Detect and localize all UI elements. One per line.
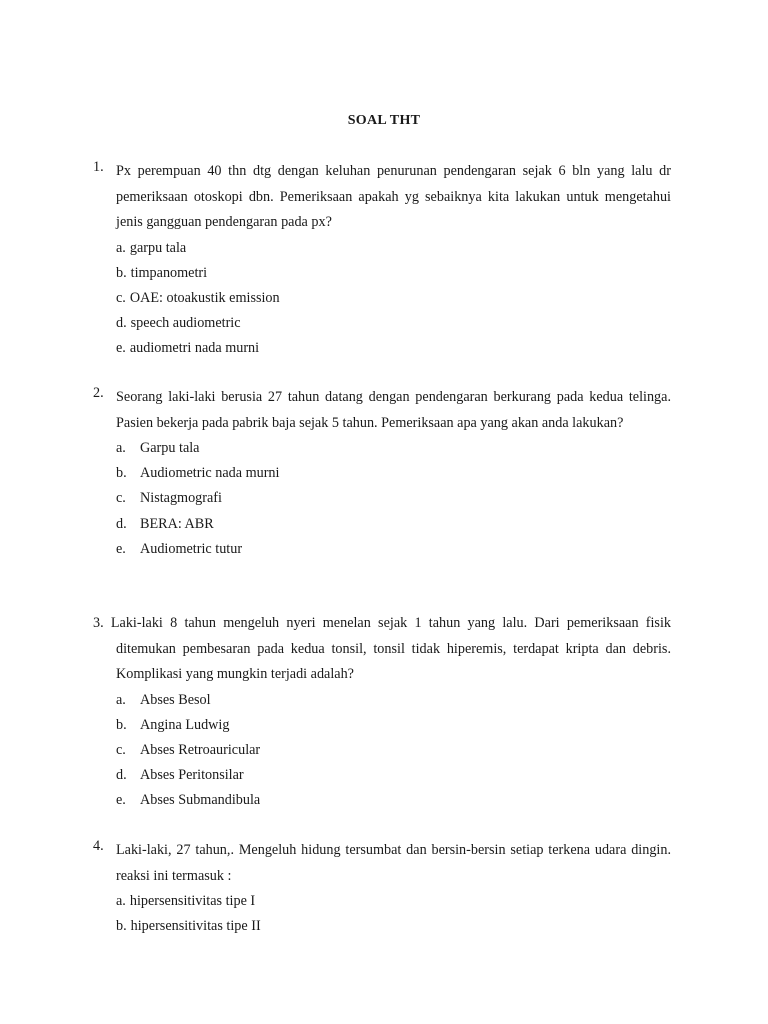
option-list — [116, 688, 671, 814]
option-text: Abses Besol — [140, 691, 211, 708]
option-letter: c. — [116, 289, 126, 306]
question-4 — [93, 838, 671, 939]
option-letter: c. — [116, 490, 126, 507]
option-text: BERA: ABR — [140, 515, 214, 532]
option-item — [116, 336, 671, 361]
option-letter: a. — [116, 893, 126, 909]
question-2 — [93, 385, 671, 562]
option-text: hipersensitivitas tipe I — [129, 893, 256, 909]
option-item — [116, 688, 671, 713]
option-letter: d. — [116, 515, 127, 532]
option-letter: b. — [116, 918, 127, 935]
option-text: timpanometri — [130, 264, 208, 281]
option-item — [116, 713, 671, 738]
option-text: Garpu tala — [140, 440, 200, 456]
option-list — [116, 236, 671, 362]
option-text: Abses Submandibula — [140, 792, 261, 809]
option-item — [116, 461, 671, 486]
option-letter: a. — [116, 691, 126, 708]
option-text: audiometri nada murni — [129, 340, 260, 357]
option-letter: e. — [116, 792, 126, 809]
option-item — [116, 889, 671, 914]
option-text: OAE: otoakustik emission — [129, 289, 280, 306]
option-letter: a. — [116, 239, 126, 256]
option-letter: d. — [116, 315, 127, 332]
option-text: Abses Peritonsilar — [140, 767, 244, 784]
option-letter: b. — [116, 465, 127, 482]
question-stem: Px perempuan 40 thn dtg dengan keluhan penurunan pendengaran sejak 6 bln yang lalu dr pemeriksaan otoskopi dbn. Pemeriksaan apakah yg sebaiknya kita lakukan untuk mengetahui jenis gangguan pendengaran pada px? — [116, 163, 671, 230]
question-number: 2. — [93, 385, 104, 401]
option-text: speech audiometric — [130, 315, 241, 332]
option-item — [116, 537, 671, 562]
question-number: 4. — [93, 838, 104, 854]
question-number: 1. — [93, 159, 104, 175]
option-item — [116, 738, 671, 763]
option-letter: d. — [116, 767, 127, 784]
option-item — [116, 914, 671, 939]
question-1 — [93, 159, 671, 361]
question-stem: 3. Laki-laki 8 tahun mengeluh nyeri menelan sejak 1 tahun yang lalu. Dari pemeriksaan fisik ditemukan pembesaran pada kedua tonsil, tonsil tidak hiperemis, terdapat kripta dan debris. Komplikasi yang mungkin terjadi adalah? — [93, 615, 671, 682]
page-title: SOAL THT — [347, 113, 421, 128]
option-text: Audiometric nada murni — [140, 465, 280, 482]
question-stem: Laki-laki, 27 tahun,. Mengeluh hidung tersumbat dan bersin-bersin setiap terkena udara dingin. reaksi ini termasuk : — [116, 842, 671, 884]
option-list — [116, 436, 671, 562]
option-item — [116, 512, 671, 537]
option-letter: c. — [116, 741, 126, 758]
option-letter: a. — [116, 440, 126, 456]
question-3 — [93, 611, 671, 813]
option-item — [116, 286, 671, 311]
option-text: Abses Retroauricular — [140, 741, 261, 758]
option-text: Nistagmografi — [140, 490, 222, 507]
option-item — [116, 763, 671, 788]
option-list — [116, 889, 671, 939]
option-text: Angina Ludwig — [140, 716, 230, 733]
option-item — [116, 311, 671, 336]
option-item — [116, 261, 671, 286]
option-letter: e. — [116, 340, 126, 357]
option-item — [116, 486, 671, 511]
question-stem: Seorang laki-laki berusia 27 tahun datang dengan pendengaran berkurang pada kedua telinga. Pasien bekerja pada pabrik baja sejak 5 tahun. Pemeriksaan apa yang akan anda lakukan? — [116, 389, 671, 431]
option-text: garpu tala — [129, 239, 187, 256]
option-item — [116, 436, 671, 461]
option-item — [116, 236, 671, 261]
option-letter: b. — [116, 716, 127, 733]
option-text: Audiometric tutur — [140, 540, 243, 557]
option-text: hipersensitivitas tipe II — [130, 918, 261, 935]
option-item — [116, 788, 671, 813]
option-letter: b. — [116, 264, 127, 281]
option-letter: e. — [116, 540, 126, 557]
